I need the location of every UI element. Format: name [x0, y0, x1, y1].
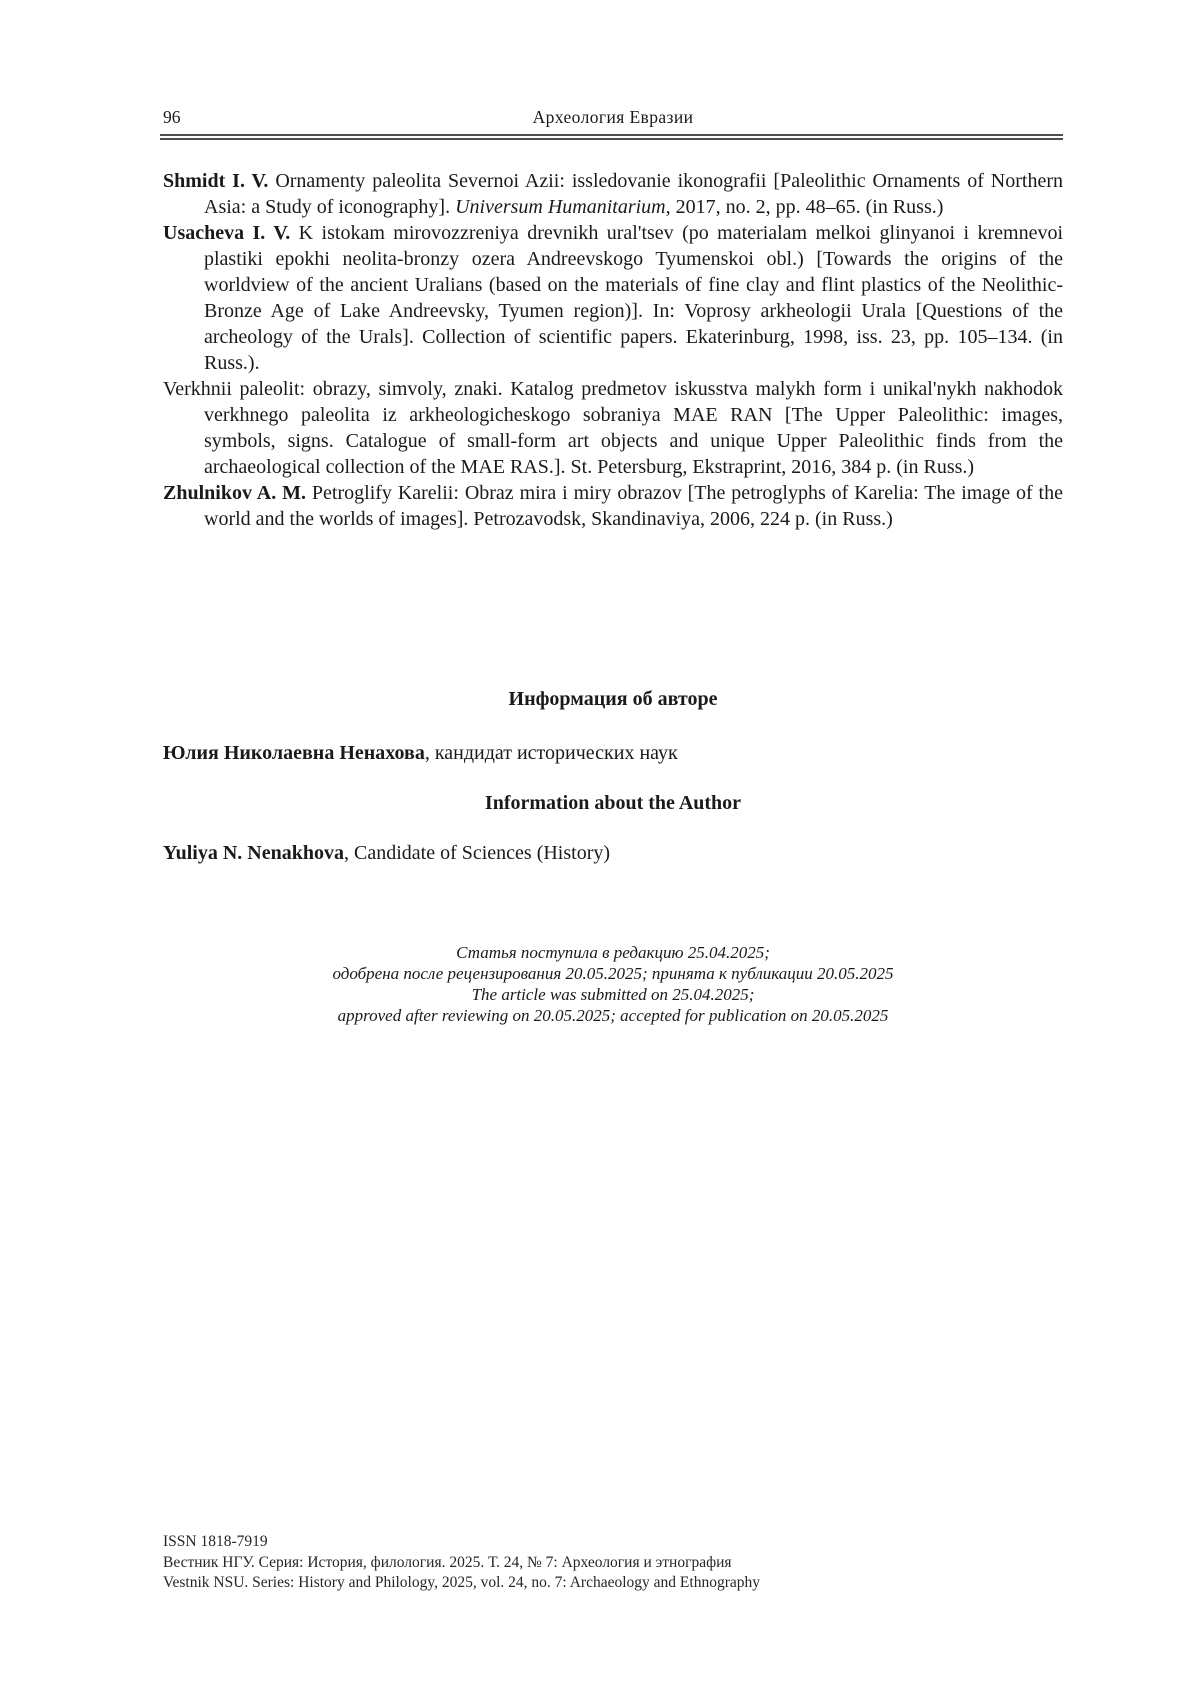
reference-entry: [163, 220, 1063, 376]
submission-line: The article was submitted on 25.04.2025;: [471, 985, 755, 1004]
header-rule: [160, 134, 1063, 140]
reference-entry: [163, 168, 1063, 220]
page-header: [163, 0, 1063, 128]
author-degree-ru: , кандидат исторических наук: [424, 742, 678, 764]
reference-segment: Verkhnii paleolit: obrazy, simvoly, znaki. Katalog predmetov iskusstva malykh form i unikal'nykh nakhodok verkhnego paleolita iz arkheologicheskogo sobraniya MAE RAN [The Upper Paleolithic: images, symbols, signs. Catalogue of small-form art objects and unique Upper Paleolithic finds from the archaeological collection of the MAE RAS.]. St. Petersburg, Ekstraprint, 2016, 384 p. (in Russ.): [163, 378, 1063, 478]
submission-line: Статья поступила в редакцию 25.04.2025;: [456, 943, 770, 962]
author-name-en: Yuliya N. Nenakhova: [163, 842, 344, 864]
footer-line-ru: Вестник НГУ. Серия: История, филология. 2025. Т. 24, № 7: Археология и этнография: [163, 1553, 732, 1571]
author-degree-en: , Candidate of Sciences (History): [343, 842, 611, 864]
footer-line-en: Vestnik NSU. Series: History and Philology, 2025, vol. 24, no. 7: Archaeology and Ethnography: [163, 1574, 760, 1591]
author-info-heading-ru: Информация об авторе: [508, 688, 718, 710]
submission-line: approved after reviewing on 20.05.2025; accepted for publication on 20.05.2025: [337, 1006, 889, 1025]
references-section: [163, 168, 1063, 610]
page-number: 96: [163, 107, 181, 127]
running-title: Археология Евразии: [532, 107, 694, 127]
submission-line: одобрена после рецензирования 20.05.2025; принята к публикации 20.05.2025: [332, 964, 894, 983]
reference-segment: K istokam mirovozzreniya drevnikh ural'tsev (po materialam melkoi glinyanoi i kremnevoi plastiki epokhi neolita-bronzy ozera Andreevskogo Tyumenskoi obl.) [Towards the origins of the worldview of the ancient Uralians (based on the materials of fine clay and flint plastics of the Neolithic-Bronze Age of Lake Andreevsky, Tyumen region)]. In: Voprosy arkheologii Urala [Questions of the archeology of the Urals]. Collection of scientific papers. Ekaterinburg, 1998, iss. 23, pp. 105–134. (in Russ.).: [204, 222, 1063, 374]
author-info-heading-en: Information about the Author: [484, 792, 742, 814]
author-line-en: [163, 840, 1063, 866]
reference-segment: Zhulnikov A. M.: [163, 482, 306, 504]
submission-dates: [163, 942, 1063, 1026]
reference-segment: , 2017, no. 2, pp. 48–65. (in Russ.): [665, 196, 944, 218]
page-footer: [163, 1532, 760, 1594]
author-line-ru: [163, 740, 1063, 766]
reference-entry: [163, 376, 1063, 480]
reference-segment: Shmidt I. V.: [163, 170, 269, 192]
reference-segment: Ornamenty paleolita Severnoi Azii: issledovanie ikonografii [Paleolithic Ornaments of Northern Asia: a Study of iconography].: [204, 170, 1063, 218]
reference-segment: Usacheva I. V.: [163, 222, 291, 244]
author-name-ru: Юлия Николаевна Ненахова: [163, 742, 425, 764]
reference-entry: [163, 480, 1063, 532]
reference-segment: Petroglify Karelii: Obraz mira i miry obrazov [The petroglyphs of Karelia: The image of the world and the worlds of images]. Petrozavodsk, Skandinaviya, 2006, 224 p. (in Russ.): [204, 482, 1063, 530]
footer-issn: ISSN 1818-7919: [163, 1533, 268, 1550]
references-list: [163, 168, 1063, 532]
reference-segment: Universum Humanitarium: [455, 196, 666, 218]
